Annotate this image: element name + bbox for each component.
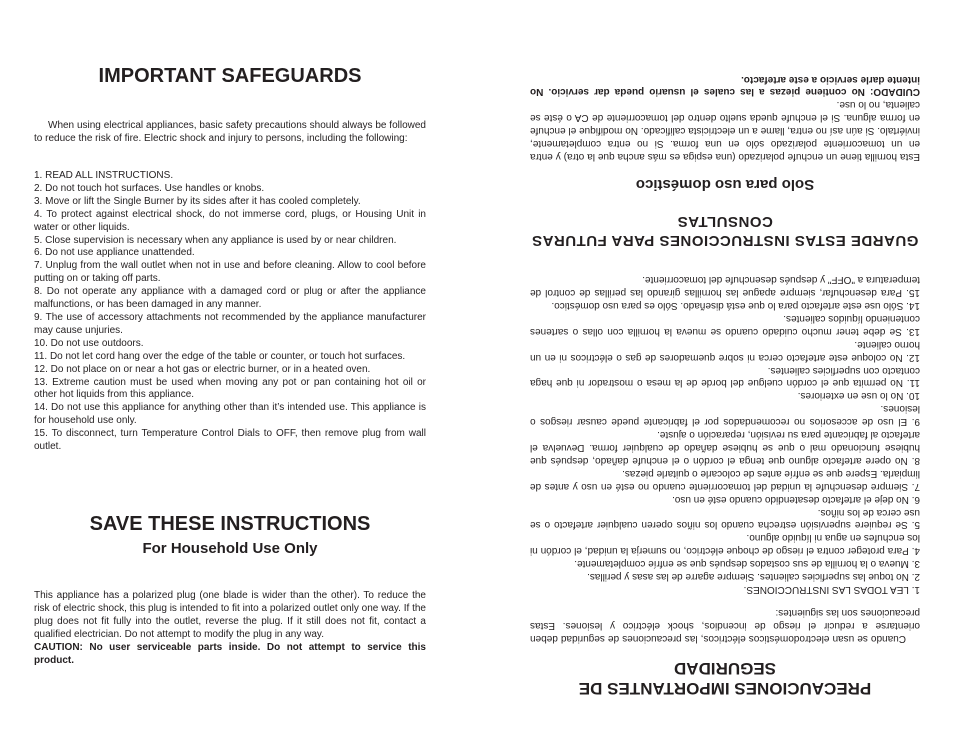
- list-item: 6. No deje el artefacto desatendido cuando esté en uso.: [672, 493, 920, 505]
- list-item: 14. Sólo use este artefacto para lo que está diseñado. Sólo es para uso doméstico.: [551, 300, 920, 312]
- list-item: 7. Unplug from the wall outlet when not in use and before cleaning. Allow to cool before putting on or taking off parts.: [34, 260, 426, 285]
- list-item: 15. Para desenchufar, siempre apague las hornillas girando las perillas de control de temperatura a "OFF" y después desenchufe del tomacorriente.: [530, 274, 920, 299]
- spanish-safeguard-list: [530, 272, 920, 595]
- list-item: 2. No toque las superficies calientes. Siempre agarre de las asas y perillas.: [587, 571, 920, 583]
- list-item: 3. Mueva o la hornilla de sus costados después que se enfríe completamente.: [574, 558, 920, 570]
- list-item: 4. To protect against electrical shock, do not immerse cord, plugs, or Housing Unit in water or other liquids.: [34, 208, 426, 233]
- spanish-plug-notice: [530, 72, 920, 162]
- list-item: 8. Do not operate any appliance with a damaged cord or plug or after the appliance malfunctions, or has been damaged in any manner.: [34, 286, 426, 311]
- english-save-title: SAVE THESE INSTRUCTIONS: [89, 513, 371, 535]
- spanish-column: [530, 0, 920, 738]
- spanish-household-subtitle: Solo para uso doméstico: [635, 176, 815, 193]
- spanish-intro: Cuando se usan electrodomésticos eléctricos, las precauciones de seguridad deben orientarse a reducir el riesgo de incendios, shock eléctrico y lesiones. Estas precauciones son las siguientes:: [530, 607, 920, 644]
- spanish-save-title: GUARDE ESTAS INSTRUCCIONES PARA FUTURAS CONSULTAS: [531, 213, 919, 249]
- list-item: 10. Do not use outdoors.: [34, 337, 144, 349]
- plug-text: This appliance has a polarized plug (one blade is wider than the other). To reduce the risk of electric shock, this plug is intended to fit into a polarized outlet only one way. If the plug does not fit fully into the outlet, reverse the plug. If it still does not fit, contact a qualified electrician. Do not attempt to modify the plug in any way.: [34, 590, 426, 640]
- list-item: 4. Para proteger contra el riesgo de choque eléctrico, no sumerja la unidad, el cordón ni los enchufes en agua ni líquido alguno.: [530, 532, 920, 557]
- list-item: 8. No opere artefacto alguno que tenga el cordón o el enchufe dañado, después que hubiese funcionado mal o que se hubiese dañado de cualquier forma. Devuelva el artefacto al fabricante para su revisión, reparación o ajuste.: [530, 429, 920, 466]
- list-item: 5. Se requiere supervisión estrecha cuando los niños operen cualquier artefacto o se use cerca de los niños.: [530, 506, 920, 531]
- english-safeguard-list: [34, 170, 426, 454]
- list-item: 10. No lo use en exteriores.: [797, 390, 920, 402]
- list-item: 1. READ ALL INSTRUCTIONS.: [34, 170, 174, 181]
- spanish-title: PRECAUCIONES IMPORTANTES DE SEGURIDAD: [578, 659, 872, 698]
- list-item: 13. Extreme caution must be used when moving any pot or pan containing hot oil or other hot liquids from this appliance.: [34, 376, 426, 401]
- english-intro: When using electrical appliances, basic safety precautions should always be followed to reduce the risk of fire. Electric shock and injury to persons, including the following:: [34, 120, 426, 144]
- list-item: 11. No permita que el cordón cuelgue del borde de la mesa o mostrador ni que haga contacto con superficies calientes.: [530, 364, 920, 389]
- english-column: [34, 0, 426, 738]
- plug-text: Esta hornilla tiene un enchufe polarizado (una espiga es más ancha que la otra) y entra en un tomacorriente polarizado sólo en una forma. Si no entra completamente, inviértalo. Si aún así no entra, llame a un electricista calificado. No modifique el enchufe en forma alguna. Si el enchufe queda suelto dentro del tomacorriente de CA o éste se calienta, no lo use.: [530, 99, 920, 162]
- list-item: 12. No coloque este artefacto cerca ni sobre quemadores de gas o eléctricos ni en un horno caliente.: [530, 338, 920, 363]
- list-item: 2. Do not touch hot surfaces. Use handles or knobs.: [34, 182, 265, 194]
- list-item: 9. El uso de accesorios no recomendados por el fabricante puede causar riesgos o lesiones.: [530, 403, 920, 428]
- list-item: 1. LEA TODAS LAS INSTRUCCIONES.: [743, 584, 920, 595]
- list-item: 6. Do not use appliance unattended.: [34, 247, 195, 259]
- list-item: 9. The use of accessory attachments not recommended by the appliance manufacturer may cause unjuries.: [34, 311, 426, 336]
- english-plug-notice: [34, 590, 426, 667]
- list-item: 3. Move or lift the Single Burner by its sides after it has cooled completely.: [34, 195, 361, 207]
- list-item: 15. To disconnect, turn Temperature Control Dials to OFF, then remove plug from wall outlet.: [34, 428, 426, 453]
- list-item: 5. Close supervision is necessary when any appliance is used by or near children.: [34, 234, 397, 246]
- caution-text: CAUTION: No user serviceable parts inside. Do not attempt to service this product.: [34, 641, 426, 666]
- list-item: 7. Siempre desenchufe la unidad del tomacorriente cuando no esté en uso y antes de limpiarla. Espere que se enfríe antes de colocarle o quitarle piezas.: [530, 467, 920, 492]
- english-title: IMPORTANT SAFEGUARDS: [98, 65, 362, 87]
- list-item: 14. Do not use this appliance for anything other than it’s intended use. This appliance is for household use only.: [34, 402, 426, 427]
- list-item: 12. Do not place on or near a hot gas or electric burner, or in a heated oven.: [34, 363, 371, 375]
- list-item: 13. Se debe tener mucho cuidado cuando se mueva la hornilla con ollas o sartenes conteniendo líquidos calientes.: [530, 312, 920, 337]
- list-item: 11. Do not let cord hang over the edge of the table or counter, or touch hot surfaces.: [34, 350, 406, 362]
- caution-text: CUIDADO: No contiene piezas a las cuales el usuario pueda dar servicio. No intente darle servicio a este artefacto.: [530, 73, 920, 98]
- english-household-subtitle: For Household Use Only: [142, 540, 318, 557]
